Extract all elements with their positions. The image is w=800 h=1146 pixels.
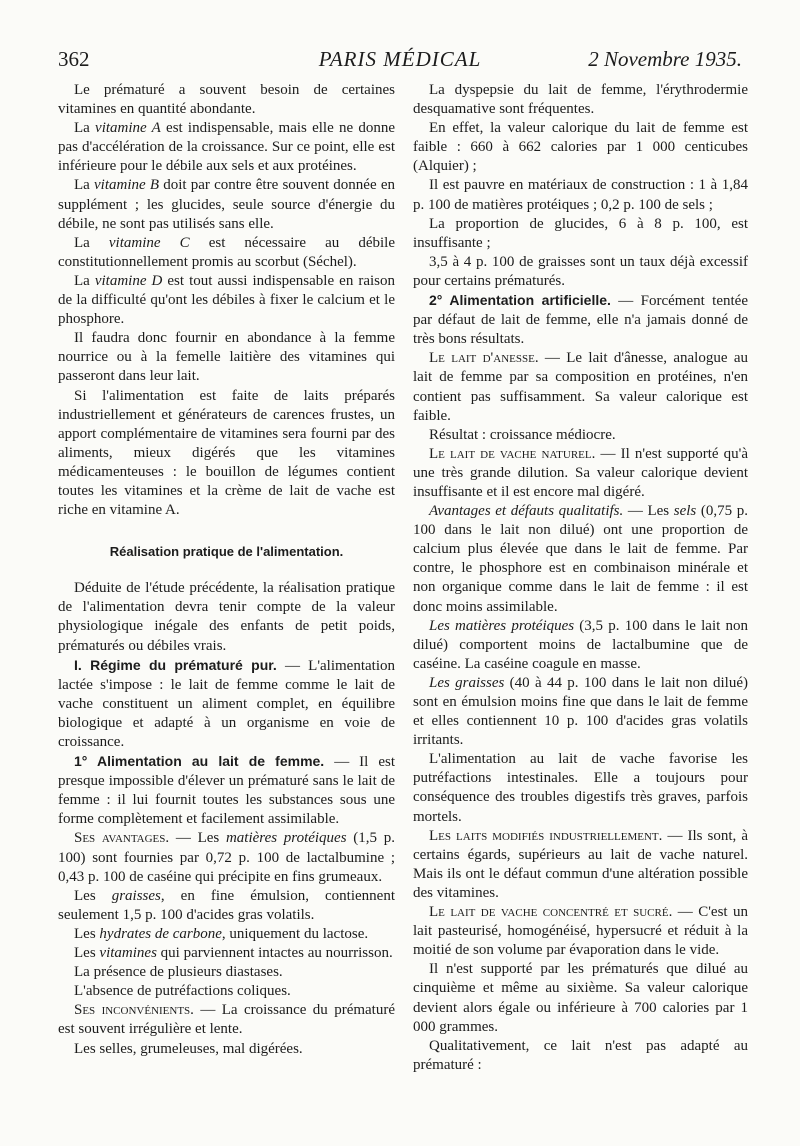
paragraph-text: Il n'est supporté par les prématurés que dilué au cinquième et même au sixième. Sa valeur calorique devient alors égale ou inférieure à 700 calories par 1 000 grammes. — [413, 961, 748, 1035]
small-caps-heading: Le lait de vache naturel. — [429, 445, 596, 462]
lead-text: Les — [74, 925, 100, 942]
paragraph-text: — C'est un lait pasteurisé, homogénéisé, hypersucré et réduit à la moitié de son volume par évaporation dans le vide. — [413, 904, 749, 959]
right-column — [413, 81, 748, 1075]
italic-term: matières protéiques — [225, 830, 347, 847]
paragraph — [58, 81, 395, 119]
paragraph — [58, 925, 395, 944]
paragraph — [58, 176, 395, 233]
small-caps-heading: Ses inconvénients. — [74, 1002, 194, 1019]
paragraph-text: La dyspepsie du lait de femme, l'érythrodermie desquamative sont fréquentes. — [413, 82, 748, 118]
paragraph — [58, 887, 395, 925]
paragraph-text: Résultat : croissance médiocre. — [429, 426, 616, 443]
paragraph-text: En effet, la valeur calorique du lait de femme est faible : 660 à 662 calories par 1 000 centicubes (Alquier) ; — [413, 120, 748, 175]
italic-term: vitamine A — [95, 120, 161, 137]
journal-title: PARIS MÉDICAL — [318, 47, 482, 71]
italic-term: Avantages et défauts qualitatifs. — [429, 503, 624, 520]
paragraph-text: — Les — [623, 503, 674, 520]
paragraph-text: Déduite de l'étude précédente, la réalisation pratique de l'alimentation devra tenir compte de la valeur physiologique inégale des enfants de petit poids, prématurés ou débiles vrais. — [58, 580, 395, 654]
paragraph-text: (0,75 p. 100 dans le lait non dilué) ont une proportion de calcium plus élevée que dans le lait de femme. Par contre, le phosphore est en combinaison minérale et non organique comme dans le lait de femme : il est donc moins assimilable. — [413, 503, 748, 615]
paragraph-text: — Les — [169, 830, 226, 847]
paragraph-text: 3,5 à 4 p. 100 de graisses sont un taux déjà excessif pour certains prématurés. — [413, 253, 748, 289]
paragraph — [413, 827, 748, 903]
italic-term: hydrates de carbone — [99, 925, 222, 942]
paragraph-text: (3,5 p. 100 dans le lait non dilué) comportent moins de lactalbumine que de caséine. La caséine coagule en masse. — [413, 617, 748, 672]
bold-heading: 1° Alimentation au lait de femme. — [74, 753, 325, 770]
small-caps-heading: Le lait d'anesse. — [429, 350, 539, 367]
paragraph-text: Le prématuré a souvent besoin de certaines vitamines en quantité abondante. — [58, 82, 395, 118]
paragraph — [413, 960, 748, 1036]
paragraph — [413, 750, 748, 826]
paragraph — [58, 982, 395, 1001]
small-caps-heading: Les laits modifiés industriellement. — [429, 827, 663, 844]
paragraph — [413, 215, 748, 253]
paragraph — [413, 445, 748, 502]
paragraph-text: Les selles, grumeleuses, mal digérées. — [74, 1040, 303, 1057]
paragraph-text: — Ils sont, à certains égards, supérieurs au lait de vache naturel. Mais ils ont le défaut commun d'une altération possible des vitamines. — [413, 827, 748, 901]
lead-text: Les — [74, 945, 100, 962]
paragraph-text: La proportion de glucides, 6 à 8 p. 100, est insuffisante ; — [413, 215, 748, 251]
paragraph-text: Il est pauvre en matériaux de construction : 1 à 1,84 p. 100 de matières protéiques ; 0,2 p. 100 de sels ; — [413, 177, 748, 213]
paragraph — [58, 944, 395, 963]
italic-term: sels — [673, 503, 697, 520]
small-caps-heading: Le lait de vache concentré et sucré. — [429, 904, 673, 921]
paragraph — [413, 176, 748, 214]
page-header — [58, 44, 742, 74]
paragraph — [58, 1001, 395, 1039]
paragraph-text: (1,5 p. 100) sont fournies par 0,72 p. 100 de lactalbumine ; 0,43 p. 100 de caséine qui précipite en fins grumeaux. — [58, 830, 395, 885]
paragraph-text: — L'alimentation lactée s'impose : le lait de femme comme le lait de vache constituent un aliment complet, en équilibre biologique et adapté à un organisme en voie de croissance. — [58, 657, 396, 750]
paragraph — [413, 119, 748, 176]
paragraph-text: , uniquement du lactose. — [221, 925, 369, 942]
paragraph-text: , en fine émulsion, contiennent seulement 1,5 p. 100 d'acides gras volatils. — [58, 887, 395, 923]
small-caps-heading: Ses avantages. — [74, 830, 170, 847]
paragraph-text: L'alimentation au lait de vache favorise les putréfactions intestinales. Elle a toujours pour conséquence des troubles digestifs très graves, parfois mortels. — [413, 751, 748, 825]
paragraph — [58, 387, 395, 521]
lead-text: La — [74, 177, 95, 194]
paragraph — [58, 272, 395, 329]
paragraph — [58, 963, 395, 982]
paragraph — [413, 349, 748, 425]
italic-term: vitamine C — [108, 234, 190, 251]
paragraph-text: est nécessaire au débile constitutionnellement promis au scorbut (Séchel). — [58, 234, 395, 270]
issue-date: 2 Novembre 1935. — [588, 47, 742, 71]
paragraph — [58, 579, 395, 655]
paragraph-text: Si l'alimentation est faite de laits préparés industriellement et générateurs de carences frustes, un apport complémentaire de vitamines sera fourni par des aliments, mieux digérés que les vitamines médicamenteuses : le bouillon de légumes contient toutes les vitamines et la crème de lait de vache est riche en vitamine A. — [58, 387, 395, 519]
paragraph — [413, 617, 748, 674]
paragraph — [58, 656, 395, 752]
paragraph-text: est indispensable, mais elle ne donne pas d'accélération de la croissance. Sur ce point, elle est inférieure pour le débile aux sels et aux protéines. — [58, 120, 395, 175]
paragraph-text: — Il est presque impossible d'élever un prématuré sans le lait de femme : il lui fournit toutes les substances sous une forme complètement et facilement assimilable. — [58, 754, 395, 828]
paragraph-text: — Forcément tentée par défaut de lait de femme, elle n'a jamais donné de très bons résultats. — [413, 293, 748, 348]
paragraph — [58, 829, 395, 886]
paragraph — [413, 426, 748, 445]
paragraph-text: Il faudra donc fournir en abondance à la femme nourrice ou à la femelle laitière des vitamines qui passeront dans leur lait. — [58, 330, 395, 385]
italic-term: Les matières protéiques — [429, 617, 575, 634]
paragraph-text: (40 à 44 p. 100 dans le lait non dilué) sont en émulsion moins fine que dans le lait de femme et elles contiennent 10 p. 100 d'acides gras volatils irritants. — [413, 674, 748, 749]
paragraph — [58, 752, 395, 829]
paragraph-text: Qualitativement, ce lait n'est pas adapté au prématuré : — [413, 1037, 748, 1073]
paragraph — [413, 502, 748, 617]
paragraph — [58, 119, 395, 176]
paragraph — [413, 903, 748, 960]
bold-heading: 2° Alimentation artificielle. — [429, 292, 611, 309]
italic-term: graisses — [111, 887, 161, 904]
paragraph-text: La présence de plusieurs diastases. — [74, 964, 283, 981]
lead-text: La — [74, 272, 95, 289]
paragraph — [58, 234, 395, 272]
section-heading: Réalisation pratique de l'alimentation. — [109, 544, 344, 560]
lead-text: La — [74, 120, 96, 137]
paragraph — [413, 253, 748, 291]
italic-term: vitamine B — [94, 177, 160, 194]
paragraph-text: — La croissance du prématuré est souvent irrégulière et lente. — [58, 1002, 396, 1038]
left-column — [58, 81, 395, 1059]
page-number: 362 — [58, 47, 90, 71]
bold-heading: I. Régime du prématuré pur. — [74, 656, 277, 673]
paragraph-text: L'absence de putréfactions coliques. — [74, 983, 291, 1000]
lead-text: Les — [74, 887, 112, 904]
italic-term: vitamines — [99, 945, 157, 962]
paragraph-text: est tout aussi indispensable en raison de la difficulté qu'ont les débiles à fixer le calcium et le phosphore. — [58, 272, 396, 328]
italic-term: vitamine D — [94, 272, 163, 289]
paragraph-text: qui parviennent intactes au nourrisson. — [156, 945, 393, 962]
lead-text: La — [74, 234, 109, 251]
paragraph — [413, 291, 748, 349]
paragraph — [58, 1040, 395, 1059]
paragraph-text: — Il n'est supporté qu'à une très grande dilution. Sa valeur calorique devient insuffisante et il est encore mal digéré. — [413, 445, 749, 500]
paragraph-text: doit par contre être souvent donnée en supplément ; les glucides, seule source d'énergie du débile, ne sont pas utilisés sans elle. — [58, 177, 395, 232]
italic-term: Les graisses — [429, 674, 505, 691]
paragraph — [58, 329, 395, 386]
paragraph-text: — Le lait d'ânesse, analogue au lait de femme par sa composition en protéines, n'en contient pas suffisamment. Sa valeur calorique est faible. — [413, 350, 748, 424]
paragraph — [413, 674, 748, 750]
paragraph — [413, 1037, 748, 1075]
paragraph — [413, 81, 748, 119]
